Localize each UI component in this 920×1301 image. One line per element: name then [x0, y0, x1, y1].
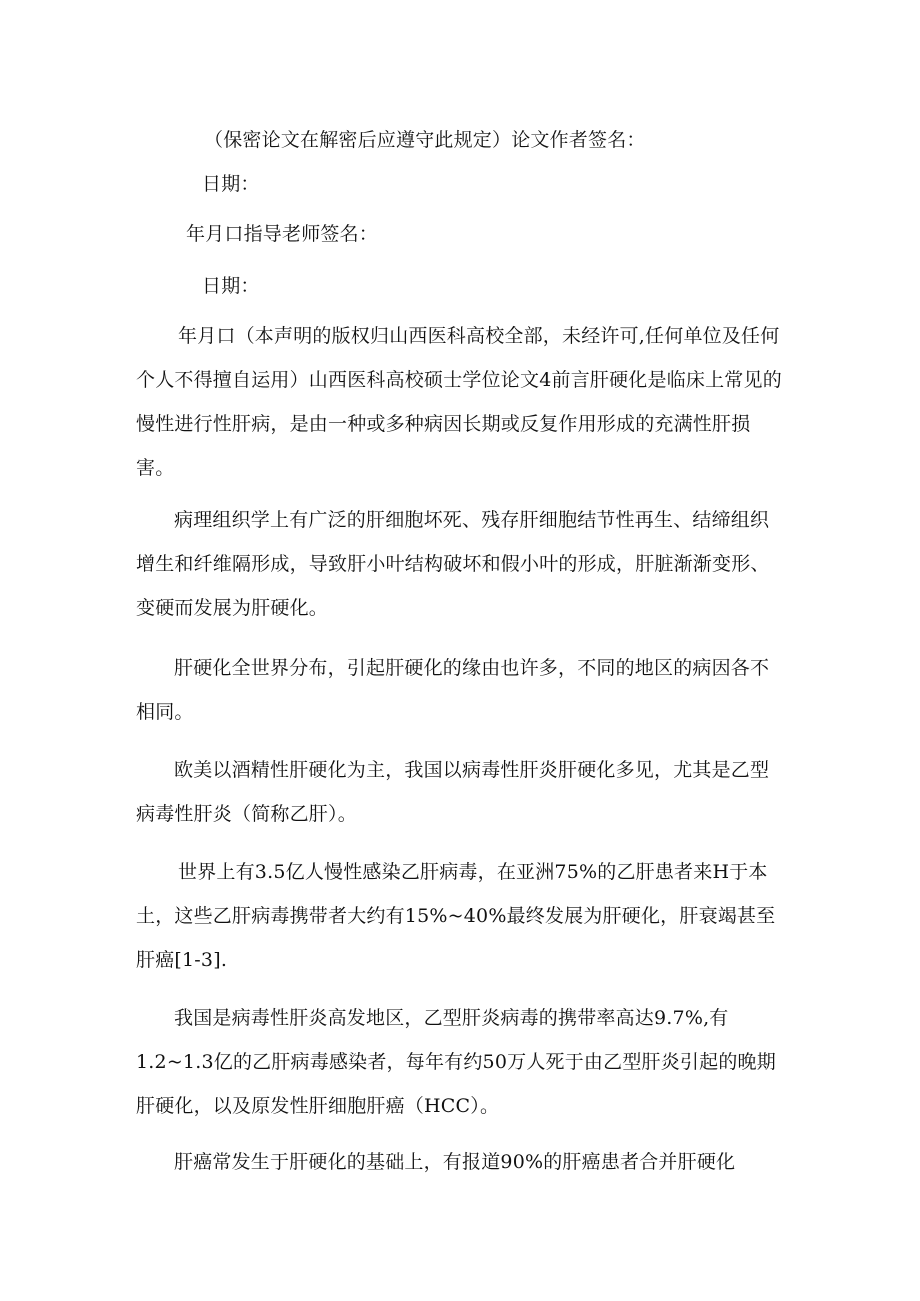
paragraph-preface: 年月口（本声明的版权归山西医科高校全部，未经许可,任何单位及任何个人不得擅自运用）山西医科高校硕士学位论文4前言肝硬化是临床上常见的慢性进行性肝病，是由一种或多种病因长期或反复作用形成的充满性肝损害。 — [136, 325, 782, 479]
signature-line-advisor: 年月口指导老师签名： — [186, 223, 379, 245]
paragraph-pathology: 病理组织学上有广泛的肝细胞坏死、残存肝细胞结节性再生、结缔组织增生和纤维隔形成，导致肝小叶结构破坏和假小叶的形成，肝脏渐渐变形、变硬而发展为肝硬化。 — [136, 509, 770, 619]
date-line-advisor: 日期： — [202, 275, 260, 297]
signature-line-author: （保密论文在解密后应遵守此规定）论文作者签名： — [204, 129, 646, 151]
paragraph-liver-cancer: 肝癌常发生于肝硬化的基础上，有报道90%的肝癌患者合并肝硬化 — [174, 1151, 736, 1173]
paragraph-causes: 欧美以酒精性肝硬化为主，我国以病毒性肝炎肝硬化多见，尤其是乙型病毒性肝炎（简称乙肝）。 — [136, 759, 770, 825]
date-line-author: 日期： — [202, 173, 260, 195]
paragraph-distribution: 肝硬化全世界分布，引起肝硬化的缘由也许多，不同的地区的病因各不相同。 — [136, 657, 770, 723]
paragraph-china-statistics: 我国是病毒性肝炎高发地区，乙型肝炎病毒的携带率高达9.7%,有1.2~1.3亿的乙肝病毒感染者，每年有约50万人死于由乙型肝炎引起的晚期肝硬化，以及原发性肝细胞肝癌（HCC）。 — [136, 1007, 776, 1117]
paragraph-world-statistics: 世界上有3.5亿人慢性感染乙肝病毒，在亚洲75%的乙肝患者来H于本土，这些乙肝病毒携带者大约有15%~40%最终发展为肝硬化，肝衰竭甚至肝癌[1-3]. — [136, 861, 776, 971]
